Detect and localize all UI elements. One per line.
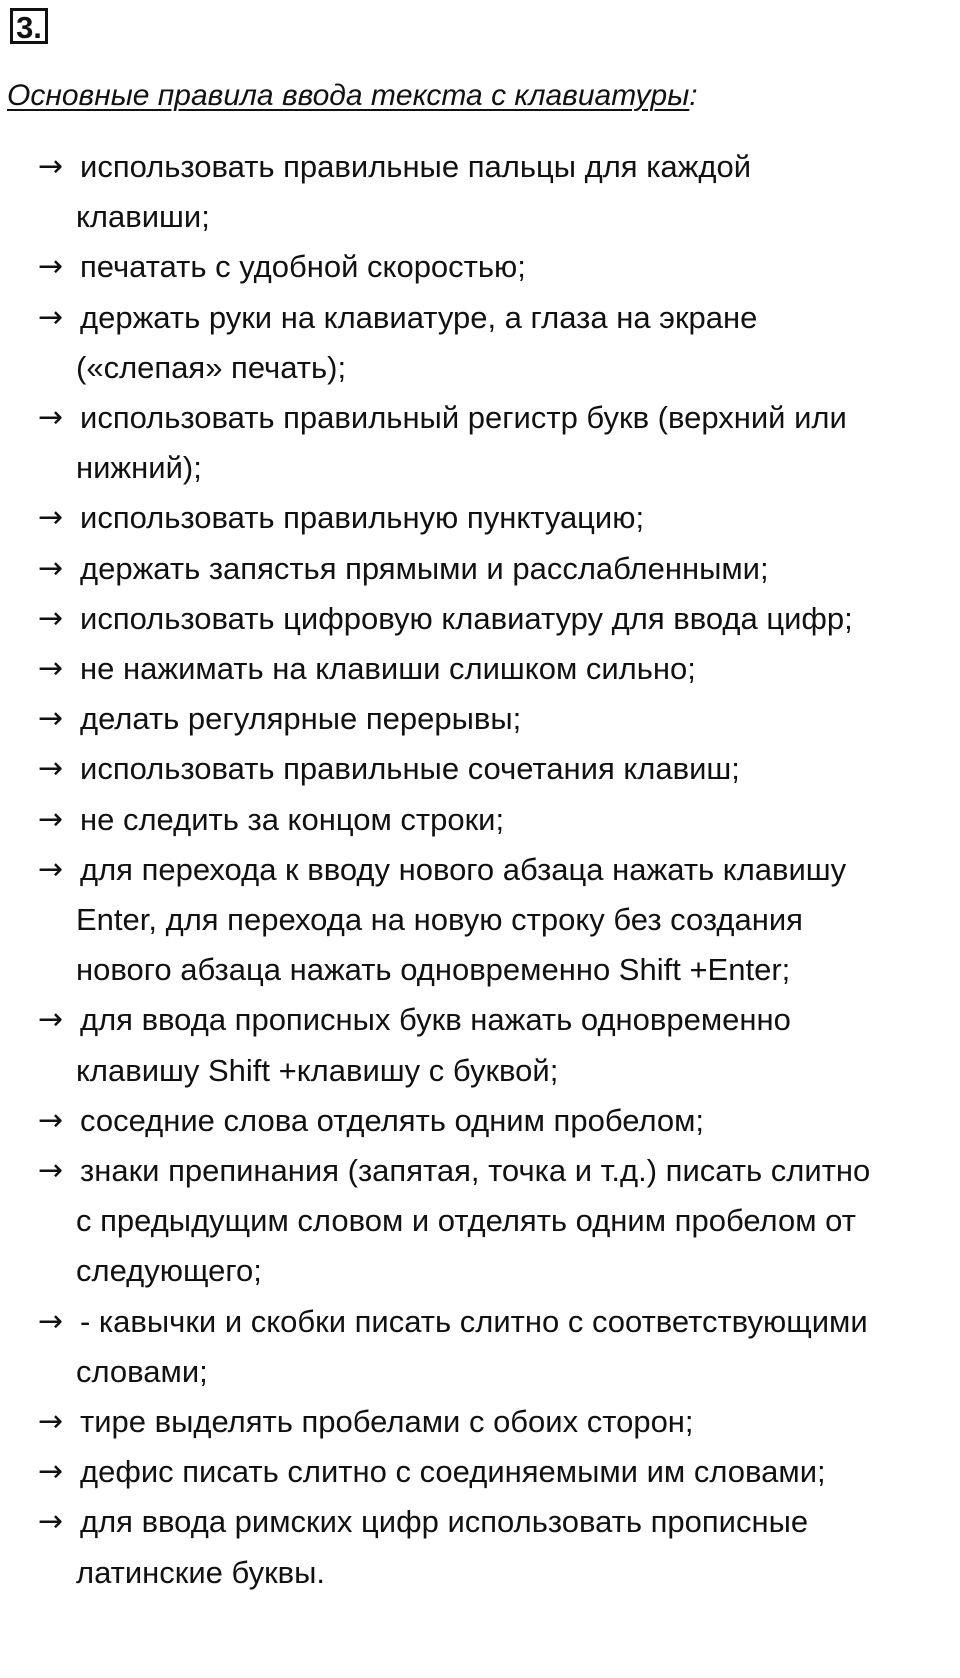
list-item <box>38 142 948 242</box>
list-item <box>38 393 948 493</box>
arrow-right-icon: → <box>38 500 64 536</box>
rule-line: не нажимать на клавиши слишком сильно; <box>80 651 696 687</box>
rule-line: использовать правильные сочетания клавиш; <box>80 751 740 787</box>
arrow-right-icon: → <box>38 701 64 737</box>
rule-text <box>80 242 948 292</box>
list-item <box>38 795 948 845</box>
list-item <box>38 1447 948 1497</box>
arrow-right-icon: → <box>38 1303 64 1339</box>
rule-line: дефис писать слитно с соединяемыми им словами; <box>80 1454 826 1490</box>
section-heading-colon: : <box>689 79 698 112</box>
arrow-right-icon: → <box>38 550 64 586</box>
rule-text <box>80 544 948 594</box>
rules-list <box>38 142 948 1598</box>
rule-text <box>76 1297 948 1397</box>
rule-line: клавишу Shift +клавишу с буквой; <box>76 1052 559 1088</box>
rule-line: клавиши; <box>76 199 210 235</box>
rule-text <box>76 1146 948 1297</box>
rule-line: печатать с удобной скоростью; <box>80 249 526 285</box>
rule-text <box>80 744 948 794</box>
list-item <box>38 1497 948 1597</box>
rule-line: знаки препинания (запятая, точка и т.д.) писать слитно <box>80 1153 871 1189</box>
rule-text <box>76 995 948 1095</box>
rule-text <box>80 493 948 543</box>
rule-text <box>76 393 948 493</box>
arrow-right-icon: → <box>38 1102 64 1138</box>
rule-text <box>80 1096 948 1146</box>
rule-line: латинские буквы. <box>76 1554 326 1590</box>
arrow-right-icon: → <box>38 1504 64 1540</box>
arrow-right-icon: → <box>38 1153 64 1189</box>
rule-line: нового абзаца нажать одновременно Shift +Enter; <box>76 952 791 988</box>
rule-text <box>80 694 948 744</box>
rule-line: использовать правильный регистр букв (верхний или <box>80 400 847 436</box>
arrow-right-icon: → <box>38 299 64 335</box>
arrow-right-icon: → <box>38 400 64 436</box>
rule-line: делать регулярные перерывы; <box>80 701 522 737</box>
rule-line: - кавычки и скобки писать слитно с соответствующими <box>80 1303 868 1339</box>
arrow-right-icon: → <box>38 801 64 837</box>
list-item <box>38 1297 948 1397</box>
rule-line: с предыдущим словом и отделять одним пробелом от <box>76 1203 856 1239</box>
rule-line: для ввода римских цифр использовать прописные <box>80 1504 809 1540</box>
list-item <box>38 1096 948 1146</box>
rule-line: держать руки на клавиатуре, а глаза на экране <box>80 299 758 335</box>
rule-line: не следить за концом строки; <box>80 801 505 837</box>
rule-line: соседние слова отделять одним пробелом; <box>80 1102 705 1138</box>
list-item <box>38 1397 948 1447</box>
rule-text <box>76 293 948 393</box>
rule-line: словами; <box>76 1353 208 1389</box>
rule-text <box>80 1397 948 1447</box>
rule-line: использовать правильные пальцы для каждой <box>80 149 752 184</box>
rule-line: для перехода к вводу нового абзаца нажать клавишу <box>80 851 847 887</box>
arrow-right-icon: → <box>38 751 64 787</box>
arrow-right-icon: → <box>38 1454 64 1490</box>
rule-text <box>80 644 948 694</box>
arrow-right-icon: → <box>38 600 64 636</box>
arrow-right-icon: → <box>38 851 64 887</box>
rule-line: использовать правильную пунктуацию; <box>80 500 645 536</box>
section-heading-text: Основные правила ввода текста с клавиатуры <box>7 79 690 112</box>
arrow-right-icon: → <box>38 149 64 184</box>
list-item <box>38 644 948 694</box>
rule-text <box>76 845 948 996</box>
arrow-right-icon: → <box>38 1404 64 1440</box>
rule-line: нижний); <box>76 450 202 486</box>
rule-text <box>76 1497 948 1597</box>
list-item <box>38 594 948 644</box>
list-item <box>38 1146 948 1297</box>
rule-text <box>80 1447 948 1497</box>
rule-line: использовать цифровую клавиатуру для ввода цифр; <box>80 600 853 636</box>
arrow-right-icon: → <box>38 249 64 285</box>
rule-text <box>76 142 948 242</box>
list-item <box>38 242 948 292</box>
list-item <box>38 694 948 744</box>
rule-line: («слепая» печать); <box>76 349 347 385</box>
list-item <box>38 744 948 794</box>
rule-line: Enter, для перехода на новую строку без создания <box>76 902 803 938</box>
rule-line: держать запястья прямыми и расслабленными; <box>80 550 769 586</box>
list-item <box>38 845 948 996</box>
rule-line: для ввода прописных букв нажать одновременно <box>80 1002 791 1038</box>
list-item <box>38 995 948 1095</box>
rule-line: тире выделять пробелами с обоих сторон; <box>80 1404 694 1440</box>
list-item <box>38 544 948 594</box>
list-item <box>38 293 948 393</box>
arrow-right-icon: → <box>38 651 64 687</box>
rule-text <box>80 594 948 644</box>
rule-line: следующего; <box>76 1253 262 1289</box>
arrow-right-icon: → <box>38 1002 64 1038</box>
section-heading <box>7 78 698 114</box>
list-item <box>38 493 948 543</box>
task-number-box: 3. <box>10 8 48 44</box>
rule-text <box>80 795 948 845</box>
